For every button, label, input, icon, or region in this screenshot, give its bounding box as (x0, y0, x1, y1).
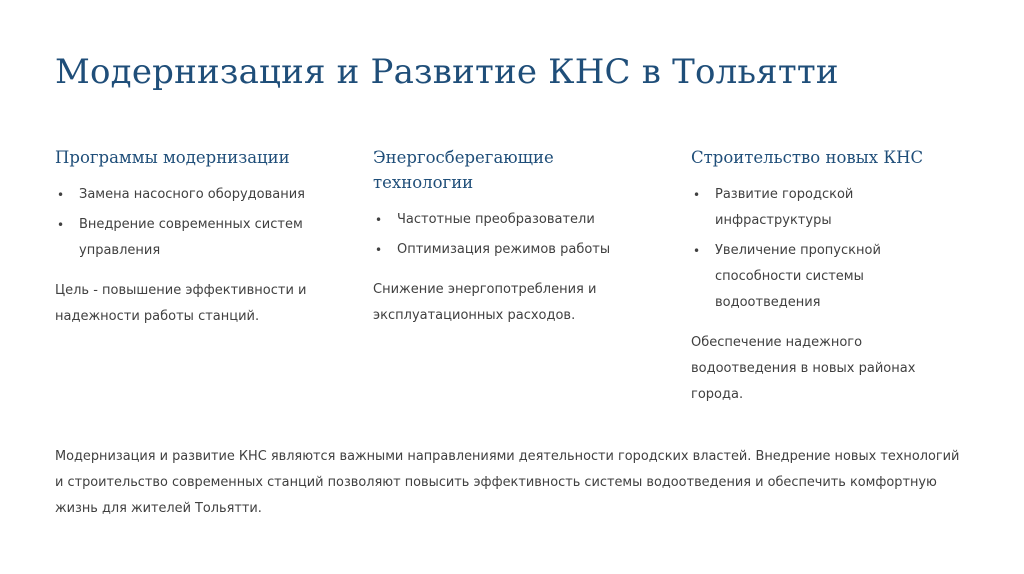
column-modernization-programs (55, 145, 325, 330)
column-heading: Строительство новых КНС (691, 148, 924, 167)
bullet-icon: • (693, 188, 701, 202)
bullet-icon: • (693, 244, 701, 258)
bullet-icon: • (57, 188, 65, 202)
column-note: Цель - повышение эффективности и надежности работы станций. (55, 283, 307, 324)
bullet-list (691, 182, 961, 316)
slide-title: Модернизация и Развитие КНС в Тольятти (55, 52, 839, 92)
bullet-text: Развитие городской инфраструктуры (715, 187, 854, 228)
bullet-text: Внедрение современных систем управления (79, 217, 303, 258)
bullet-icon: • (375, 243, 383, 257)
bullet-item (691, 238, 961, 316)
bullet-text: Увеличение пропускной способности системы водоотведения (715, 243, 881, 310)
column-heading: Энергосберегающие технологии (373, 148, 554, 192)
bullet-text: Замена насосного оборудования (79, 187, 305, 202)
bullet-list (373, 207, 643, 263)
column-new-stations-construction (691, 145, 961, 408)
bullet-list (55, 182, 325, 264)
bullet-icon: • (57, 218, 65, 232)
bullet-item (55, 212, 325, 264)
summary-paragraph: Модернизация и развитие КНС являются важными направлениями деятельности городских властей. Внедрение новых технологий и строительство современных станций позволяют повысить эффективность системы водоотведения и обеспечить комфортную жизнь для жителей Тольятти. (55, 449, 960, 516)
column-energy-saving-technologies (373, 145, 643, 329)
column-note: Снижение энергопотребления и эксплуатационных расходов. (373, 282, 597, 323)
bullet-item (691, 182, 961, 234)
bullet-text: Оптимизация режимов работы (397, 242, 611, 257)
bullet-text: Частотные преобразователи (397, 212, 595, 227)
column-heading: Программы модернизации (55, 148, 290, 167)
bullet-icon: • (375, 213, 383, 227)
bullet-item (55, 182, 325, 208)
bullet-item (373, 207, 643, 233)
column-note: Обеспечение надежного водоотведения в новых районах города. (691, 335, 916, 402)
bullet-item (373, 237, 643, 263)
